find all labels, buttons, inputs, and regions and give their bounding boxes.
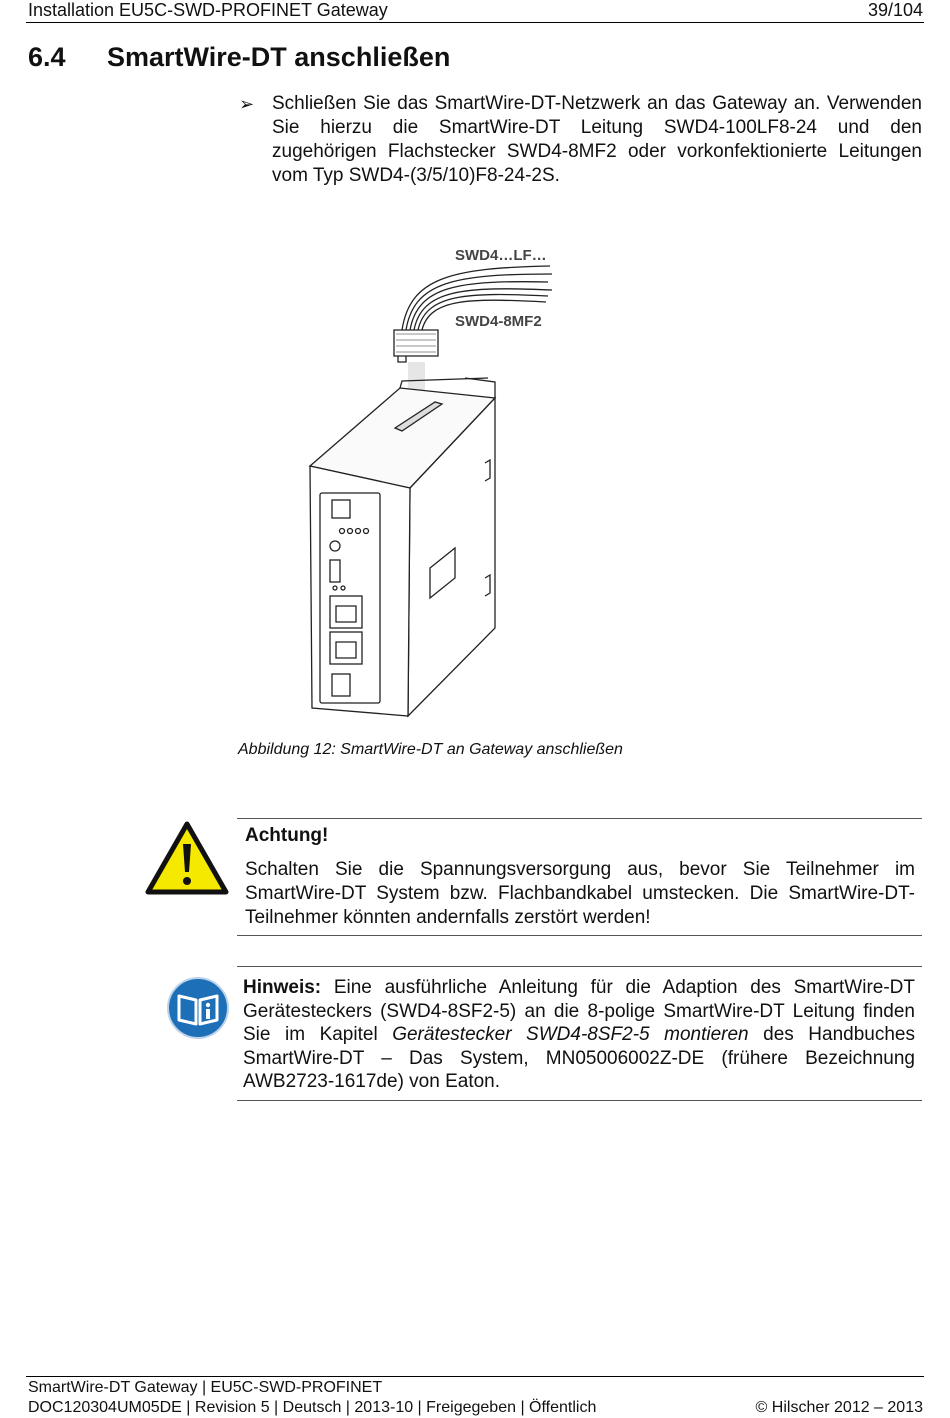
warning-triangle-icon bbox=[144, 820, 230, 896]
gateway-connection-figure bbox=[290, 238, 570, 728]
section-number: 6.4 bbox=[28, 42, 66, 72]
footer-copyright: © Hilscher 2012 – 2013 bbox=[755, 1399, 923, 1416]
instruction-text: Schließen Sie das SmartWire-DT-Netzwerk an das Gateway an. Verwenden Sie hierzu die SmartWire-DT Leitung SWD4-100LF8-24 und den zugehörigen Flachstecker SWD4-8MF2 oder vorkonfektionierte Leitungen vom Typ SWD4-(3/5/10)F8-24-2S. bbox=[272, 93, 922, 186]
note-text-after: des Handbuches SmartWire-DT – Das System, MN05006002Z-DE (frühere Bezeichnung AWB2723-1617de) von Eaton. bbox=[243, 1024, 915, 1092]
plug-label: SWD4-8MF2 bbox=[455, 313, 542, 330]
header-divider bbox=[26, 22, 924, 23]
header-title: Installation EU5C-SWD-PROFINET Gateway bbox=[28, 0, 388, 20]
cable-label: SWD4…LF… bbox=[455, 247, 547, 264]
note-bottom-rule bbox=[237, 1100, 922, 1101]
warning-bottom-rule bbox=[237, 935, 922, 936]
section-title: SmartWire-DT anschließen bbox=[107, 42, 451, 72]
footer-divider bbox=[26, 1376, 924, 1377]
footer-line-2: DOC120304UM05DE | Revision 5 | Deutsch | 2013-10 | Freigegeben | Öffentlich bbox=[28, 1399, 597, 1416]
note-label: Hinweis: bbox=[243, 977, 322, 998]
note-top-rule bbox=[237, 966, 922, 967]
warning-top-rule bbox=[237, 818, 922, 819]
note-chapter-reference: Gerätestecker SWD4-8SF2-5 montieren bbox=[392, 1024, 749, 1045]
note-text bbox=[243, 976, 915, 1094]
note-text-before: Eine ausführliche Anleitung für die Adaption des SmartWire-DT Gerätesteckers (SWD4-8SF2-5) an die 8-polige SmartWire-DT Leitung finden Sie im Kapitel bbox=[243, 977, 915, 1045]
figure-caption: Abbildung 12: SmartWire-DT an Gateway anschließen bbox=[238, 741, 623, 758]
page-number: 39/104 bbox=[867, 0, 923, 20]
footer-line-1: SmartWire-DT Gateway | EU5C-SWD-PROFINET bbox=[28, 1379, 383, 1396]
manual-info-icon bbox=[166, 976, 230, 1040]
warning-title: Achtung! bbox=[245, 825, 329, 846]
bullet-arrow-icon: ➢ bbox=[239, 94, 255, 114]
warning-text: Schalten Sie die Spannungsversorgung aus, bevor Sie Teilnehmer im SmartWire-DT System bzw. Flachbandkabel umstecken. Die SmartWire-DT-Teilnehmer könnten andernfalls zerstört werden! bbox=[245, 859, 915, 928]
